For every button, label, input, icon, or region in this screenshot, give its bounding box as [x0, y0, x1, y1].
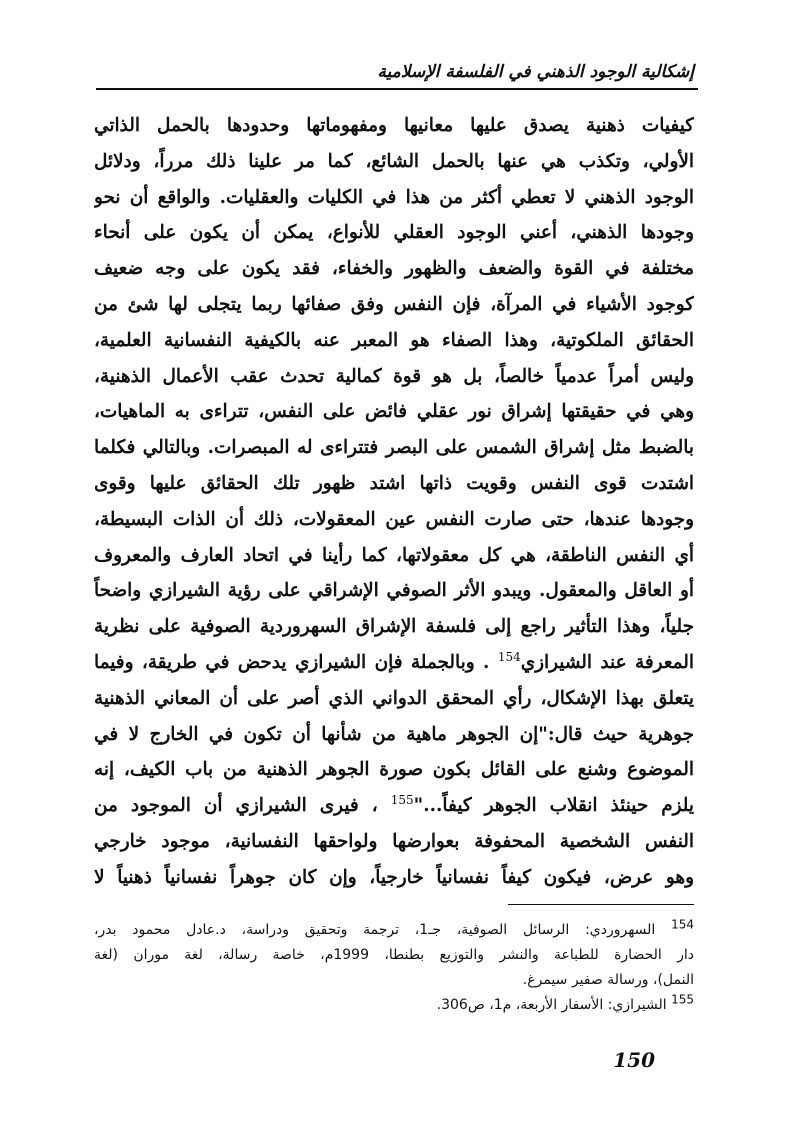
footnote-ref-155[interactable]: 155 — [390, 793, 414, 808]
text-line: وهو عرض، فيكون كيفاً نفسانياً خارجياً، وإن كان جوهراً نفسانياً ذهنياً لا — [94, 866, 694, 888]
header-rule — [96, 88, 698, 90]
footnote-line — [94, 993, 694, 1018]
footnote-number-154: 154 — [671, 918, 694, 932]
footnote-ref-154[interactable]: 154 — [497, 649, 521, 664]
footnotes — [94, 918, 694, 1018]
text-line: يتعلق بهذا الإشكال، رأي المحقق الدواني الذي أصر على أن المعاني الذهنية — [94, 687, 694, 709]
text-fragment: المعرفة عند الشيرازي — [520, 651, 694, 673]
text-line: مختلفة في القوة والضعف والظهور والخفاء، فقد يكون على وجه ضعيف — [94, 258, 694, 280]
footnote-text: الشيرازي: الأسفار الأربعة، م1، ص306. — [436, 997, 667, 1013]
text-fragment: يلزم حينئذ انقلاب الجوهر كيفاً..." — [413, 795, 694, 817]
text-line — [94, 645, 694, 681]
text-line: بالضبط مثل إشراق الشمس على البصر فتتراءى له المبصرات. وبالتالي فكلما — [94, 437, 694, 459]
text-line: الموضوع وشنع على القائل بكون صورة الجوهر الذهنية من باب الكيف، إنه — [94, 759, 694, 781]
footnote-text: السهروردي: الرسائل الصوفية، جـ1، ترجمة وتحقيق ودراسة، د.عادل محمود بدر، — [94, 922, 656, 938]
text-line: الحقائق الملكوتية، وهذا الصفاء هو المعبر عنه بالكيفية النفسانية العلمية، — [94, 329, 694, 351]
text-line: الوجود الذهني لا تعطي أكثر من هذا في الكليات والعقليات. والواقع أن نحو — [94, 186, 694, 208]
text-line: وجودها عندها، حتى صارت النفس عين المعقولات، ذلك أن الذات البسيطة، — [94, 508, 694, 530]
footnote-154 — [94, 918, 694, 993]
text-line: أو العاقل والمعقول. ويبدو الأثر الصوفي الإشراقي على رؤية الشيرازي واضحاً — [94, 580, 694, 602]
footnote-line: دار الحضارة للطباعة والنشر والتوزيع بطنطا، 1999م، خاصة رسالة، لغة موران (لغة — [94, 947, 694, 963]
footnote-line — [94, 918, 694, 943]
text-fragment: ، فيرى الشيرازي أن الموجود من — [94, 795, 378, 817]
text-line: كيفيات ذهنية يصدق عليها معانيها ومفهوماتها وحدودها بالحمل الذاتي — [94, 115, 694, 136]
text-line: وهي في حقيقتها إشراق نور عقلي فائض على النفس، تتراءى به الماهيات، — [94, 401, 694, 423]
footnote-rule — [508, 904, 694, 905]
footnote-155 — [94, 993, 694, 1018]
running-header: إشكالية الوجود الذهني في الفلسفة الإسلامية — [377, 62, 694, 82]
text-line: وجودها الذهني، أعني الوجود العقلي للأنواع، يمكن أن يكون على أنحاء — [94, 222, 694, 244]
main-text — [94, 108, 694, 896]
page-number: 150 — [613, 1048, 655, 1072]
text-fragment: . وبالجملة فإن الشيرازي يدحض في طريقة، وفيما — [94, 651, 490, 673]
footnote-line: النمل)، ورسالة صفير سيمرغ. — [522, 972, 694, 988]
text-line: جوهرية حيث قال:"إن الجوهر ماهية من شأنها أن تكون في الخارج لا في — [94, 723, 694, 745]
text-line — [94, 788, 694, 824]
text-line: اشتدت قوى النفس وقويت ذاتها اشتد ظهور تلك الحقائق عليها وقوى — [94, 472, 694, 494]
text-line: كوجود الأشياء في المرآة، فإن النفس وفق صفائها ربما يتجلى لها شئ من — [94, 293, 694, 315]
text-line: وليس أمراً عدمياً خالصاً، بل هو قوة كمالية تحدث عقب الأعمال الذهنية، — [94, 365, 694, 387]
text-line: جلياً، وهذا التأثير راجع إلى فلسفة الإشراق السهروردية الصوفية على نظرية — [94, 616, 694, 638]
footnote-number-155: 155 — [671, 993, 694, 1007]
text-line: الأولي، وتكذب هي عنها بالحمل الشائع، كما مر علينا ذلك مرراً، ودلائل — [94, 150, 694, 172]
text-line: النفس الشخصية المحفوفة بعوارضها ولواحقها النفسانية، موجود خارجي — [94, 830, 694, 852]
text-line: أي النفس الناطقة، هي كل معقولاتها، كما رأينا في اتحاد العارف والمعروف — [94, 544, 694, 566]
